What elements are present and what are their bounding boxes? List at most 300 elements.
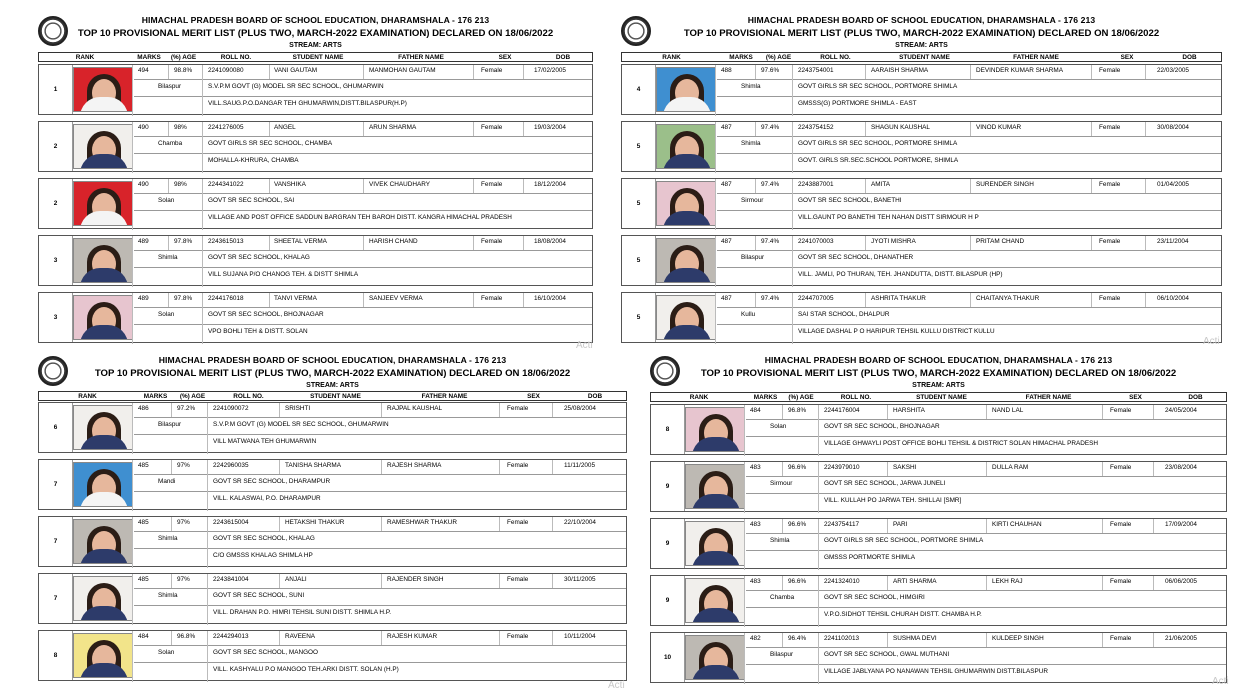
father-name: PRITAM CHAND [976,238,1025,245]
rank-cell: 5 [622,236,656,285]
address-text: VILLAGE AND POST OFFICE SADDUN BARGRAN TEH BAROH DISTT. KANGRA HIMACHAL PRADESH [208,214,512,221]
column-header: RANK [78,393,97,400]
student-photo [73,181,133,226]
rank-cell: 5 [622,122,656,171]
column-divider [970,293,971,307]
column-divider [202,65,203,116]
student-name: SAKSHI [893,464,917,471]
column-divider [552,631,553,645]
school-name: GOVT SR SEC SCHOOL, DHANATHER [798,254,914,261]
roll-number: 2243887001 [798,181,834,188]
column-divider [381,517,382,531]
column-divider [499,631,500,645]
rank-cell: 7 [39,574,73,623]
marks-value: 483 [750,464,761,471]
column-divider [171,574,172,588]
column-divider [552,574,553,588]
column-divider [1153,576,1154,590]
column-divider [1102,405,1103,419]
stream-label: STREAM: ARTS [306,382,359,389]
date-of-birth: 06/06/2005 [1165,578,1197,585]
column-header: ROLL NO. [840,394,872,401]
rank-cell: 9 [651,576,685,625]
marks-value: 487 [721,124,732,131]
roll-number: 2243754001 [798,67,834,74]
column-header: DOB [587,393,603,400]
father-name: RAJENDER SINGH [387,576,444,583]
column-header: STUDENT NAME [310,393,361,400]
roll-number: 2243615004 [213,519,249,526]
sex-value: Female [507,633,529,640]
column-divider [363,122,364,136]
column-divider [269,65,270,79]
student-name: RAVEENA [285,633,316,640]
rank-cell: 9 [651,462,685,511]
date-of-birth: 23/08/2004 [1165,464,1197,471]
column-header: ROLL NO. [233,393,264,400]
column-divider [715,122,716,173]
address-text: V.P.O.SIDHOT TEHSIL CHURAH DISTT. CHAMBA H.P. [824,611,982,618]
column-divider [168,293,169,307]
column-divider [818,576,819,627]
column-header: (%) AGE [788,394,814,401]
address-text: GMSSS(G) PORTMORE SHIMLA - EAST [798,100,917,107]
date-of-birth: 11/11/2005 [564,462,596,469]
rank-cell: 1 [39,65,73,114]
roll-number: 2241324010 [824,578,860,585]
student-photo [656,124,716,169]
student-photo [685,578,745,623]
student-name: ARTI SHARMA [893,578,937,585]
column-divider [970,65,971,79]
student-photo [73,295,133,340]
marks-value: 490 [138,181,149,188]
address-text: VILL. JAMLI, PO THURAN, TEH. JHANDUTTA, DISTT. BILASPUR (HP) [798,271,1003,278]
merit-list-subtitle: TOP 10 PROVISIONAL MERIT LIST (PLUS TWO, MARCH-2022 EXAMINATION) DECLARED ON 18/06/2022 [77,28,554,39]
rank-cell: 8 [39,631,73,680]
school-name: GOVT SR SEC SCHOOL, MANGOO [213,649,318,656]
column-divider [269,179,270,193]
rank-cell: 3 [39,236,73,285]
column-divider [202,293,203,344]
marks-value: 489 [138,295,149,302]
roll-number: 2241102013 [824,635,860,642]
district-name: Shimla [158,535,178,542]
column-divider [887,405,888,419]
rank-cell: 4 [622,65,656,114]
marks-value: 486 [138,405,149,412]
date-of-birth: 30/11/2005 [564,576,596,583]
sex-value: Female [507,405,529,412]
district-name: Shimla [158,254,178,261]
column-divider [715,179,716,230]
column-divider [552,517,553,531]
merit-record [650,632,1227,683]
sex-value: Female [1110,407,1132,414]
column-header: ROLL NO. [820,54,851,61]
column-divider [168,65,169,79]
column-divider [1091,179,1092,193]
column-divider [269,122,270,136]
percentage-value: 97% [177,519,190,526]
column-divider [202,122,203,173]
column-divider [818,405,819,456]
column-header: FATHER NAME [1025,394,1072,401]
column-header: SEX [527,393,540,400]
percentage-value: 97% [177,576,190,583]
student-photo [73,405,133,450]
date-of-birth: 22/03/2005 [1157,67,1189,74]
merit-record [38,121,593,172]
column-divider [1091,293,1092,307]
activation-watermark: Acti [608,680,625,691]
rank-cell: 6 [39,403,73,452]
board-title: HIMACHAL PRADESH BOARD OF SCHOOL EDUCATION, DHARAMSHALA - 176 213 [158,355,507,365]
rank-cell: 2 [39,122,73,171]
merit-record [38,402,627,453]
column-divider [363,179,364,193]
rank-cell: 7 [39,517,73,566]
merit-record [621,178,1222,229]
column-divider [755,179,756,193]
merit-record [38,178,593,229]
board-title: HIMACHAL PRADESH BOARD OF SCHOOL EDUCATION, DHARAMSHALA - 176 213 [141,15,490,25]
address-text: VILLAGE GHWAYLI POST OFFICE BOHLI TEHSIL & DISTRICT SOLAN HIMACHAL PRADESH [824,440,1099,447]
column-divider [1145,122,1146,136]
father-name: NAND LAL [992,407,1024,414]
sex-value: Female [507,519,529,526]
percentage-value: 96.6% [788,464,807,471]
father-name: RAJESH KUMAR [387,633,438,640]
school-name: GOVT GIRLS SR SEC SCHOOL, PORTMORE SHIMLA [824,537,984,544]
column-divider [132,631,133,682]
roll-number: 2243754152 [798,124,834,131]
address-text: VILLAGE DASHAL P O HARIPUR TEHSIL KULLU DISTRICT KULLU [798,328,995,335]
column-divider [1091,65,1092,79]
column-divider [865,236,866,250]
merit-list-panel [621,14,1222,354]
column-divider [132,122,133,173]
sex-value: Female [481,295,503,302]
column-divider [499,460,500,474]
marks-value: 487 [721,295,732,302]
percentage-value: 96.6% [788,521,807,528]
roll-number: 2243754117 [824,521,860,528]
roll-number: 2241090080 [208,67,244,74]
column-divider [986,462,987,476]
date-of-birth: 10/11/2004 [564,633,596,640]
stream-label: STREAM: ARTS [912,382,965,389]
column-divider [818,519,819,570]
column-header: RANK [662,54,681,61]
student-photo [656,181,716,226]
address-text: VILL. DRAHAN P.O. HIMRI TEHSIL SUNI DISTT. SHIMLA H.P. [213,609,392,616]
student-photo [685,464,745,509]
column-divider [132,293,133,344]
address-text: MOHALLA-KHRURA, CHAMBA [208,157,299,164]
merit-record [621,64,1222,115]
column-divider [1091,122,1092,136]
column-header: DOB [555,54,571,61]
address-text: GMSSS PORTMORTE SHIMLA [824,554,916,561]
student-name: SHEETAL VERMA [274,238,327,245]
school-name: GOVT SR SEC SCHOOL, HIMGIRI [824,594,925,601]
column-divider [970,122,971,136]
rank-cell: 8 [651,405,685,454]
sex-value: Female [1110,464,1132,471]
rank-cell: 5 [622,293,656,342]
father-name: RAJPAL KAUSHAL [387,405,443,412]
column-divider [1153,633,1154,647]
column-divider [1102,633,1103,647]
column-divider [207,574,208,625]
address-text: GOVT. GIRLS SR.SEC.SCHOOL PORTMORE, SHIMLA [798,157,959,164]
student-name: AMITA [871,181,891,188]
sex-value: Female [1110,578,1132,585]
merit-record [38,516,627,567]
student-name: TANVI VERMA [274,295,317,302]
merit-record [38,459,627,510]
merit-list-panel [38,354,627,694]
rank-cell: 9 [651,519,685,568]
address-text: VILL. KALASWAI, P.O. DHARAMPUR [213,495,321,502]
percentage-value: 97.6% [761,67,780,74]
column-divider [363,65,364,79]
father-name: KULDEEP SINGH [992,635,1044,642]
column-header: (%) AGE [170,54,197,61]
student-name: VANSHIKA [274,181,306,188]
school-name: GOVT SR SEC SCHOOL, DHARAMPUR [213,478,331,485]
column-header: DOB [1188,394,1203,401]
merit-record [621,292,1222,343]
student-name: HARSHITA [893,407,925,414]
percentage-value: 96.8% [788,407,807,414]
marks-value: 487 [721,181,732,188]
roll-number: 2244176004 [824,407,860,414]
column-divider [523,293,524,307]
column-divider [279,517,280,531]
rank-cell: 10 [651,633,685,682]
column-divider [381,460,382,474]
merit-list-subtitle: TOP 10 PROVISIONAL MERIT LIST (PLUS TWO, MARCH-2022 EXAMINATION) DECLARED ON 18/06/2022 [700,368,1177,379]
date-of-birth: 19/03/2004 [534,124,566,131]
column-divider [865,122,866,136]
marks-value: 482 [750,635,761,642]
school-name: GOVT SR SEC SCHOOL, BHOJNAGAR [824,423,940,430]
address-text: VILL.GAUNT PO BANETHI TEH NAHAN DISTT SIRMOUR H P [798,214,979,221]
father-name: DULLA RAM [992,464,1029,471]
district-name: Shimla [741,83,761,90]
student-name: SHAGUN KAUSHAL [871,124,930,131]
sex-value: Female [481,181,503,188]
student-name: PARI [893,521,908,528]
roll-number: 2241090072 [213,405,249,412]
column-divider [279,403,280,417]
column-divider [499,517,500,531]
column-divider [168,179,169,193]
column-divider [132,236,133,287]
percentage-value: 97.8% [174,238,193,245]
sex-value: Female [1099,124,1121,131]
date-of-birth: 21/06/2005 [1165,635,1197,642]
column-divider [986,633,987,647]
student-name: TANISHA SHARMA [285,462,341,469]
percentage-value: 97.4% [761,181,780,188]
activation-watermark: Acti [576,340,593,351]
student-name: ASHRITA THAKUR [871,295,926,302]
marks-value: 488 [721,67,732,74]
column-divider [715,236,716,287]
address-text: VILL. KULLAH PO JARWA TEH. SHILLAI [SMR] [824,497,962,504]
percentage-value: 97.8% [174,295,193,302]
district-name: Kullu [741,311,756,318]
column-divider [207,403,208,454]
school-name: GOVT SR SEC SCHOOL, SUNI [213,592,305,599]
school-name: GOVT SR SEC SCHOOL, BANETHI [798,197,902,204]
school-name: S.V.P.M GOVT (G) MODEL SR SEC SCHOOL, GHUMARWIN [213,421,389,428]
stream-label: STREAM: ARTS [895,42,948,49]
column-header: SEX [1129,394,1142,401]
column-divider [523,179,524,193]
column-header: ROLL NO. [220,54,252,61]
column-header: FATHER NAME [421,393,468,400]
column-divider [986,576,987,590]
student-photo [73,124,133,169]
marks-value: 494 [138,67,149,74]
column-divider [363,236,364,250]
column-divider [171,460,172,474]
column-divider [132,403,133,454]
district-name: Bilaspur [770,651,794,658]
merit-record [621,235,1222,286]
column-header: SEX [1120,54,1134,61]
stream-label: STREAM: ARTS [289,42,342,49]
column-divider [1145,179,1146,193]
sex-value: Female [507,576,529,583]
student-name: ANGEL [274,124,296,131]
column-header-row [38,52,593,62]
marks-value: 487 [721,238,732,245]
column-divider [755,122,756,136]
percentage-value: 97.4% [761,124,780,131]
student-photo [73,238,133,283]
column-header: STUDENT NAME [292,54,344,61]
district-name: Shimla [158,592,178,599]
column-divider [792,293,793,344]
column-divider [473,179,474,193]
father-name: RAMESHWAR THAKUR [387,519,457,526]
column-divider [207,460,208,511]
roll-number: 2242960035 [213,462,249,469]
district-name: Solan [158,311,175,318]
column-divider [782,462,783,476]
percentage-value: 97.2% [177,405,196,412]
address-text: VILL SUJANA P/O CHANOG TEH. & DISTT SHIMLA [208,271,359,278]
column-header: STUDENT NAME [916,394,967,401]
column-divider [865,179,866,193]
column-divider [279,574,280,588]
column-divider [755,236,756,250]
column-divider [523,65,524,79]
column-divider [523,122,524,136]
roll-number: 2244341022 [208,181,244,188]
school-name: GOVT SR SEC SCHOOL, JARWA JUNELI [824,480,946,487]
sex-value: Female [1099,67,1121,74]
column-divider [132,574,133,625]
date-of-birth: 18/08/2004 [534,238,566,245]
column-divider [755,65,756,79]
column-divider [269,236,270,250]
school-name: GOVT GIRLS SR SEC SCHOOL, PORTMORE SHIMLA [798,140,958,147]
column-divider [1145,293,1146,307]
sex-value: Female [481,124,503,131]
column-divider [132,65,133,116]
date-of-birth: 17/09/2004 [1165,521,1197,528]
address-text: C/O GMSSS KHALAG SHIMLA HP [213,552,313,559]
board-title: HIMACHAL PRADESH BOARD OF SCHOOL EDUCATION, DHARAMSHALA - 176 213 [764,355,1113,365]
address-text: VILL MATWANA TEH GHUMARWIN [213,438,317,445]
column-divider [887,462,888,476]
sex-value: Female [1110,521,1132,528]
date-of-birth: 25/08/2004 [564,405,596,412]
school-name: SAI STAR SCHOOL, DHALPUR [798,311,890,318]
merit-record [38,64,593,115]
column-divider [473,236,474,250]
column-header: RANK [689,394,709,401]
student-photo [656,238,716,283]
marks-value: 490 [138,124,149,131]
roll-number: 2243841004 [213,576,249,583]
column-header-row [38,391,627,401]
column-header: RANK [75,54,95,61]
merit-list-panel [38,14,593,354]
column-divider [168,236,169,250]
student-photo [685,635,745,680]
address-text: VPO BOHLI TEH & DISTT. SOLAN [208,328,308,335]
merit-list-subtitle: TOP 10 PROVISIONAL MERIT LIST (PLUS TWO, MARCH-2022 EXAMINATION) DECLARED ON 18/06/2022 [94,368,571,379]
column-divider [715,293,716,344]
father-name: SURENDER SINGH [976,181,1034,188]
column-divider [473,65,474,79]
district-name: Bilaspur [158,83,182,90]
column-divider [818,633,819,684]
student-photo [656,295,716,340]
merit-record [38,573,627,624]
column-header: (%) AGE [765,54,792,61]
column-divider [970,179,971,193]
date-of-birth: 24/05/2004 [1165,407,1197,414]
column-divider [132,179,133,230]
percentage-value: 96.6% [788,578,807,585]
student-photo [685,407,745,452]
rank-cell: 7 [39,460,73,509]
student-photo [73,576,133,621]
father-name: SANJEEV VERMA [369,295,423,302]
district-name: Sirmour [741,197,764,204]
column-divider [744,405,745,456]
student-photo [73,462,133,507]
school-name: GOVT SR SEC SCHOOL, SAI [208,197,295,204]
column-divider [865,65,866,79]
date-of-birth: 23/11/2004 [1157,238,1189,245]
column-header: (%) AGE [179,393,206,400]
student-name: SRISHTI [285,405,311,412]
column-divider [381,574,382,588]
column-divider [865,293,866,307]
roll-number: 2241276005 [208,124,244,131]
column-divider [792,236,793,287]
father-name: LEKH RAJ [992,578,1023,585]
